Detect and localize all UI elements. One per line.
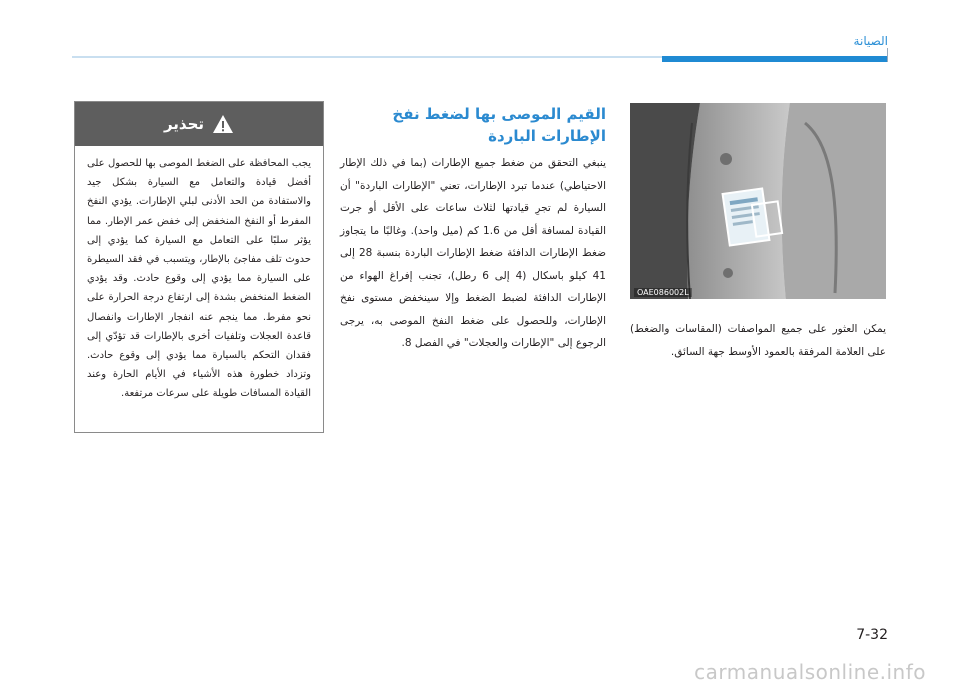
header-title: الصيانة bbox=[853, 34, 888, 48]
warning-header bbox=[75, 102, 323, 146]
section-body: ينبغي التحقق من ضغط جميع الإطارات (بما في ذلك الإطار الاحتياطي) عندما تبرد الإطارات، تعني "الإطارات الباردة" أن السيارة لم تجرِ قيادتها لثلاث ساعات على الأقل أو جرت القيادة لمسافة أقل من 1.6 كم (ميل واحد). وغالبًا ما يتجاوز ضغط الإطارات الدافئة ضغط الإطارات الباردة بنسبة 28 إلى 41 كيلو باسكال (4 إلى 6 رطل)، تجنب إفراغ الهواء من الإطارات الدافئة لضبط الضغط وإلا سينخفض مستوى نفخ الإطارات، وللحصول على ضغط النفخ الموصى به، يرجى الرجوع إلى "الإطارات والعجلات" في الفصل 8. bbox=[340, 157, 606, 349]
tire-label-photo bbox=[630, 103, 886, 299]
warning-triangle-icon bbox=[212, 114, 234, 134]
warning-text: يجب المحافظة على الضغط الموصى بها للحصول على أفضل قيادة والتعامل مع السيارة بشكل جيد والاستفادة من الحد الأدنى لبلي الإطارات. يؤدي النفخ المفرط أو النفخ المنخفض إلى خفض عمر الإطار. مما يؤثر سلبًا على التعامل مع السيارة كما يؤدي إلى حدوث تلف مفاجئ بالإطار، ويتسبب في فقد السيطرة على السيارة مما يؤدي إلى وقوع حادث. وقد يؤدي الضغط المنخفض بشدة إلى ارتفاع درجة الحرارة على نحو مفرط. مما ينجم عنه انفجار الإطارات وانفصال قاعدة العجلات وتلفيات أخرى بالإطارات قد تؤدّي إلى فقدان التحكم بالسيارة مما يؤدي إلى وقوع حادث. وتزداد خطورة هذه الأشياء في الأيام الحارة وعند القيادة المسافات طويلة على سرعات مرتفعة. bbox=[87, 158, 311, 400]
warning-heading: تحذير bbox=[163, 115, 205, 133]
page-number: 7-32 bbox=[856, 627, 888, 643]
figure-caption: OAE086002L bbox=[634, 288, 692, 297]
header-rule-tick bbox=[887, 48, 888, 62]
section-heading: القيم الموصى بها لضغط نفخ الإطارات الباردة bbox=[392, 105, 606, 145]
watermark: carmanualsonline.info bbox=[694, 660, 926, 684]
header-rule-accent bbox=[662, 56, 888, 62]
door-pillar-illustration bbox=[630, 103, 886, 299]
warning-box bbox=[74, 101, 324, 433]
location-text: يمكن العثور على جميع المواصفات (المقاسات والضغط) على العلامة المرفقة بالعمود الأوسط جهة السائق. bbox=[630, 323, 886, 358]
